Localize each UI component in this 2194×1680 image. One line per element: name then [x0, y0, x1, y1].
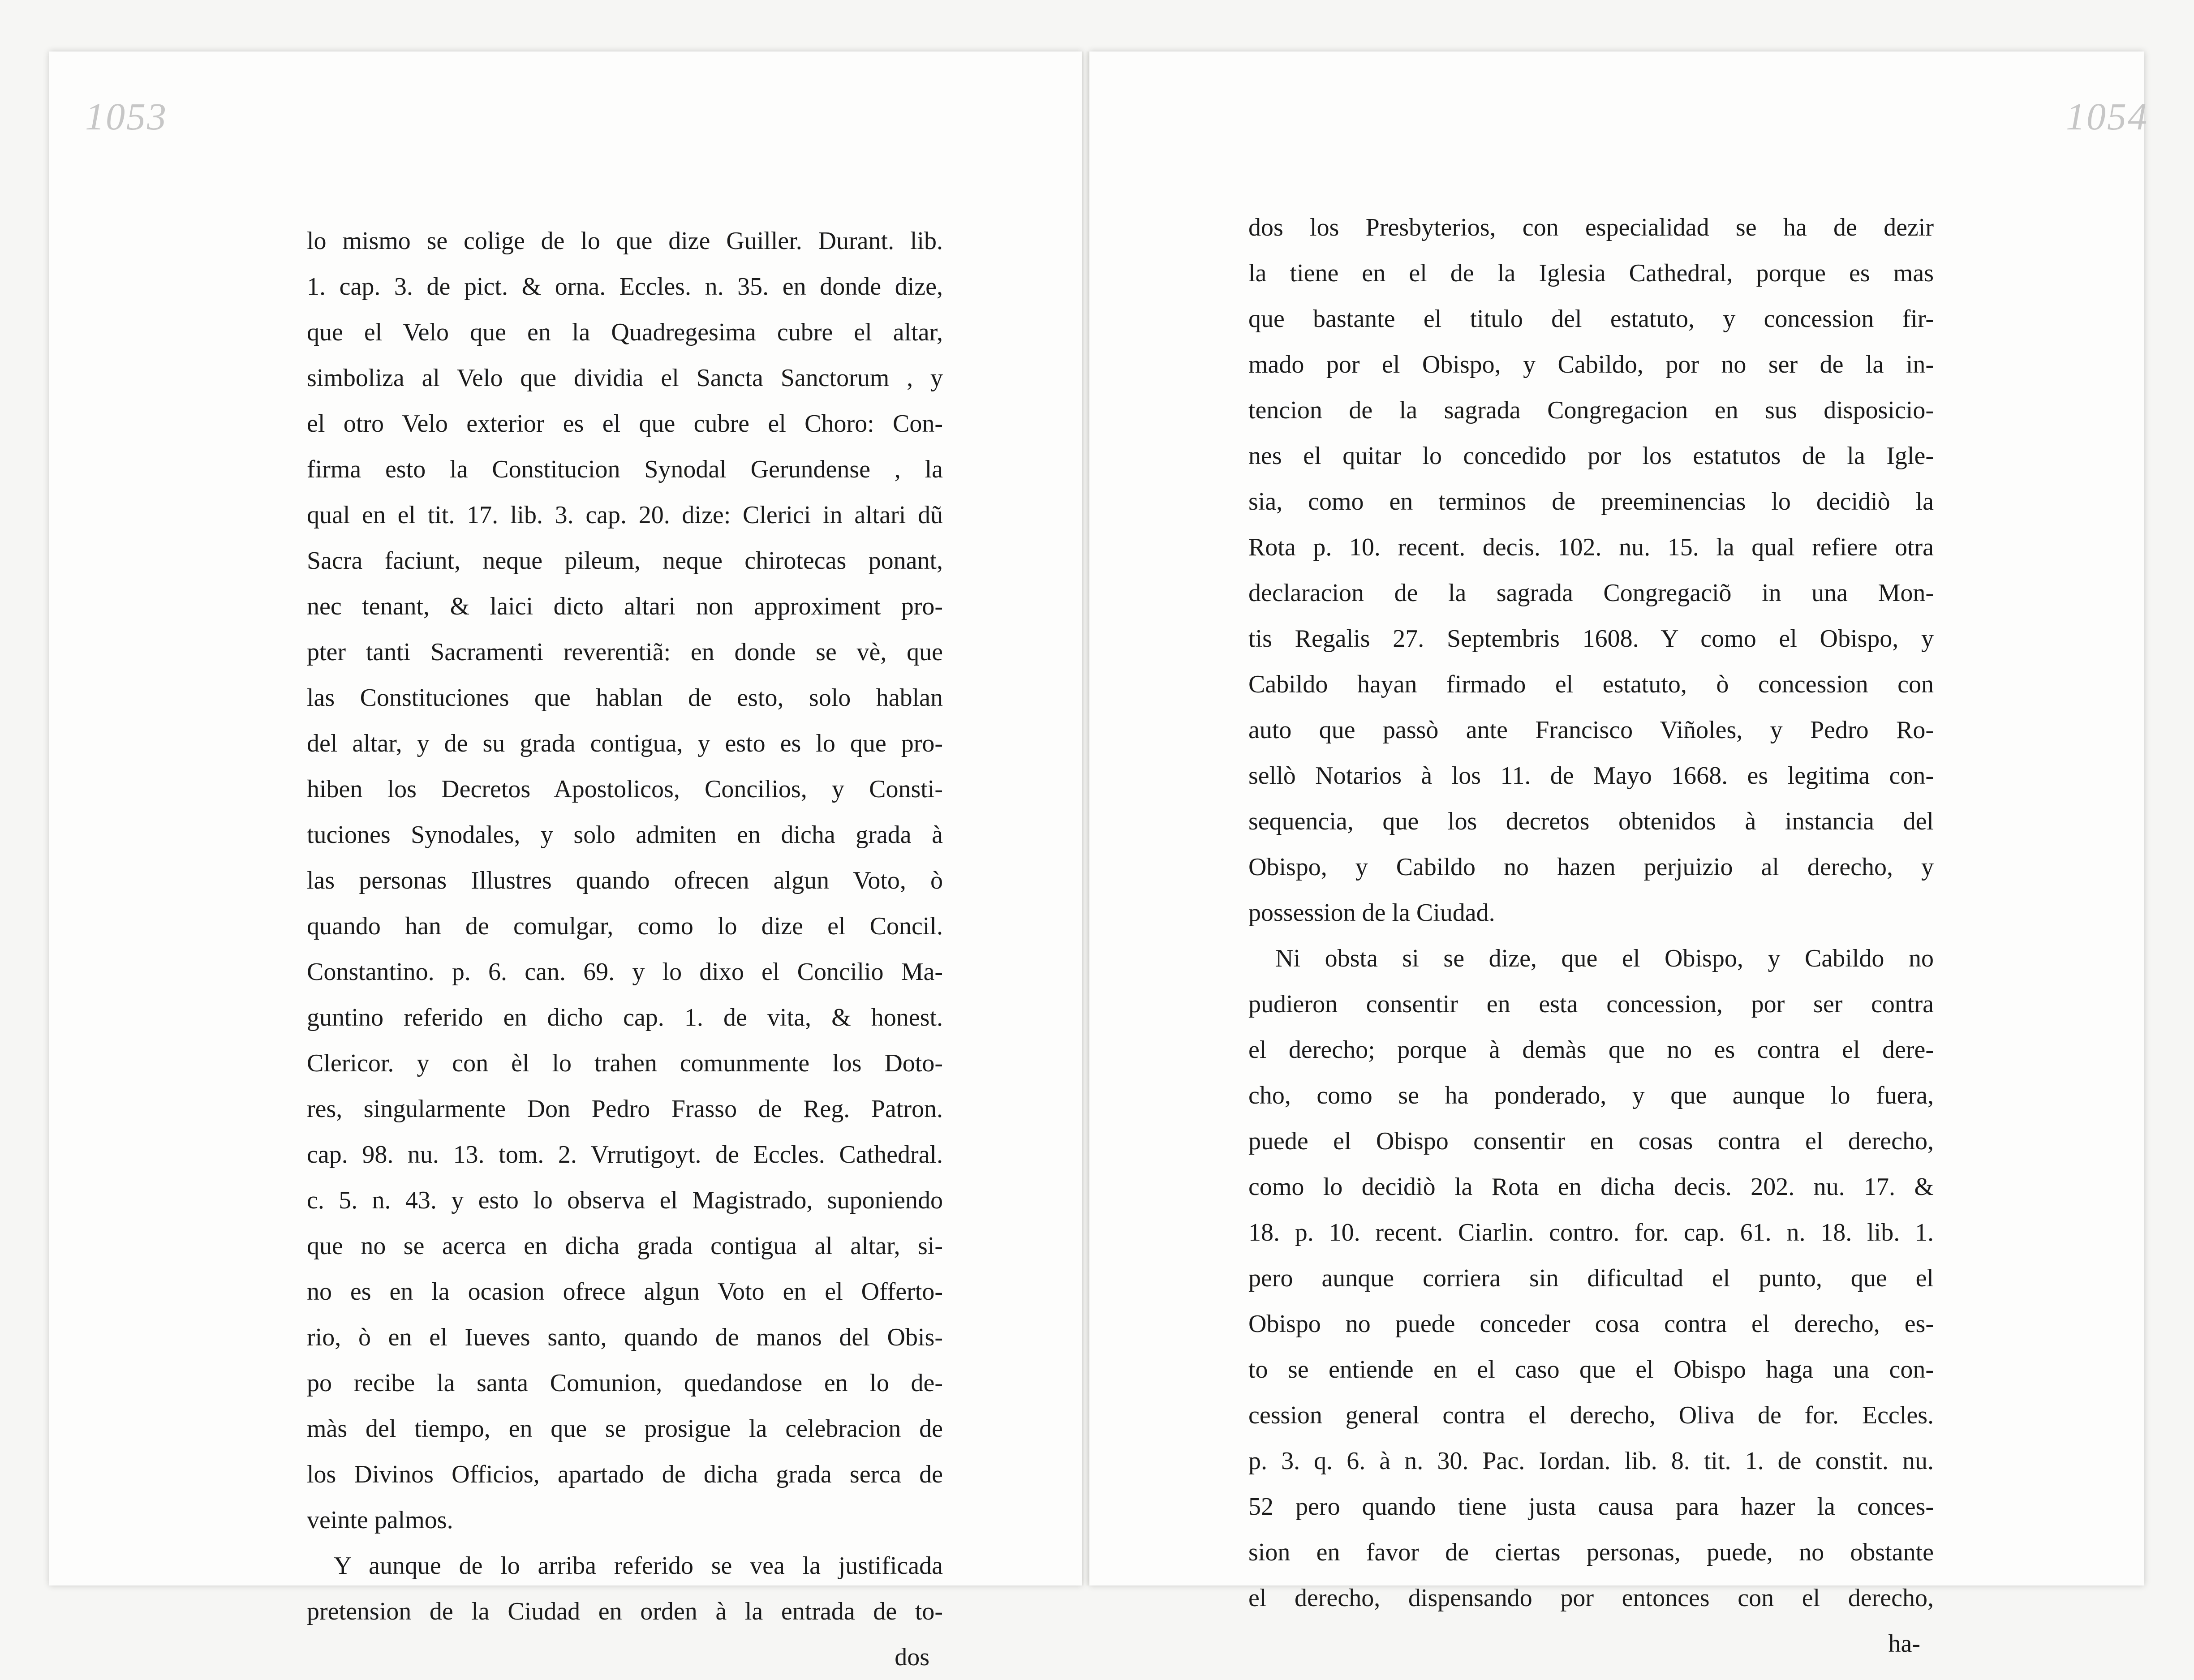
left-line: lo mismo se colige de lo que dize Guiller. Durant. lib.	[307, 227, 943, 255]
left-line: màs del tiempo, en que se prosigue la celebracion de	[307, 1415, 943, 1443]
left-line: no es en la ocasion ofrece algun Voto en el Offerto-	[307, 1278, 943, 1306]
left-line: cap. 98. nu. 13. tom. 2. Vrrutigoyt. de Eccles. Cathedral.	[307, 1141, 943, 1169]
right-line: que bastante el titulo del estatuto, y concession fir-	[1248, 305, 1934, 333]
right-line: 18. p. 10. recent. Ciarlin. contro. for. cap. 61. n. 18. lib. 1.	[1248, 1219, 1934, 1246]
right-line: dos los Presbyterios, con especialidad se ha de dezir	[1248, 214, 1934, 241]
right-line: pudieron consentir en esta concession, por ser contra	[1248, 990, 1934, 1018]
left-line: el otro Velo exterior es el que cubre el Choro: Con-	[307, 410, 943, 438]
right-line: declaracion de la sagrada Congregaciõ in una Mon-	[1248, 579, 1934, 607]
left-catchword: dos	[895, 1643, 929, 1671]
left-line: que no se acerca en dicha grada contigua al altar, si-	[307, 1232, 943, 1260]
left-line: del altar, y de su grada contigua, y esto es lo que pro-	[307, 730, 943, 757]
left-line: guntino referido en dicho cap. 1. de vita, & honest.	[307, 1004, 943, 1031]
right-line: nes el quitar lo concedido por los estatutos de la Igle-	[1248, 442, 1934, 470]
right-line: puede el Obispo consentir en cosas contra el derecho,	[1248, 1127, 1934, 1155]
right-line: cession general contra el derecho, Oliva de for. Eccles.	[1248, 1401, 1934, 1429]
left-line: pter tanti Sacramenti reverentiã: en donde se vè, que	[307, 638, 943, 666]
right-line: possession de la Ciudad.	[1248, 899, 1495, 927]
right-text-column	[1248, 205, 1934, 1667]
left-line: Clericor. y con èl lo trahen comunmente los Doto-	[307, 1049, 943, 1077]
left-line: c. 5. n. 43. y esto lo observa el Magistrado, suponiendo	[307, 1186, 943, 1214]
left-line: res, singularmente Don Pedro Frasso de Reg. Patron.	[307, 1095, 943, 1123]
right-line: Rota p. 10. recent. decis. 102. nu. 15. la qual refiere otra	[1248, 533, 1934, 561]
right-line: Ni obsta si se dize, que el Obispo, y Cabildo no	[1275, 945, 1934, 972]
right-line: Obispo no puede conceder cosa contra el derecho, es-	[1248, 1310, 1934, 1338]
right-line: Obispo, y Cabildo no hazen perjuizio al derecho, y	[1248, 853, 1934, 881]
right-line: como lo decidiò la Rota en dicha decis. 202. nu. 17. &	[1248, 1173, 1934, 1201]
left-line: po recibe la santa Comunion, quedandose en lo de-	[307, 1369, 943, 1397]
left-line: los Divinos Officios, apartado de dicha grada serca de	[307, 1461, 943, 1488]
left-line: qual en el tit. 17. lib. 3. cap. 20. dize: Clerici in altari dũ	[307, 501, 943, 529]
left-folio-number: 1053	[85, 95, 168, 138]
left-line: pretension de la Ciudad en orden à la entrada de to-	[307, 1598, 943, 1625]
left-line: quando han de comulgar, como lo dize el Concil.	[307, 912, 943, 940]
right-line: tencion de la sagrada Congregacion en sus disposicio-	[1248, 396, 1934, 424]
left-line: tuciones Synodales, y solo admiten en dicha grada à	[307, 821, 943, 849]
right-line: sellò Notarios à los 11. de Mayo 1668. es legitima con-	[1248, 762, 1934, 790]
right-line: pero aunque corriera sin dificultad el punto, que el	[1248, 1264, 1934, 1292]
left-line: Sacra faciunt, neque pileum, neque chirotecas ponant,	[307, 547, 943, 575]
left-line: veinte palmos.	[307, 1506, 453, 1534]
left-line: rio, ò en el Iueves santo, quando de manos del Obis-	[307, 1323, 943, 1351]
right-line: to se entiende en el caso que el Obispo haga una con-	[1248, 1356, 1934, 1384]
right-line: cho, como se ha ponderado, y que aunque lo fuera,	[1248, 1082, 1934, 1109]
left-line: que el Velo que en la Quadregesima cubre el altar,	[307, 318, 943, 346]
right-line: sequencia, que los decretos obtenidos à instancia del	[1248, 808, 1934, 835]
right-line: el derecho; porque à demàs que no es contra el dere-	[1248, 1036, 1934, 1064]
right-line: sia, como en terminos de preeminencias lo decidiò la	[1248, 488, 1934, 516]
left-line: simboliza al Velo que dividia el Sancta Sanctorum , y	[307, 364, 943, 392]
left-line: 1. cap. 3. de pict. & orna. Eccles. n. 35. en donde dize,	[307, 273, 943, 301]
left-line: firma esto la Constitucion Synodal Gerundense , la	[307, 455, 943, 483]
left-line: las personas Illustres quando ofrecen algun Voto, ò	[307, 867, 943, 894]
right-page	[1089, 52, 2148, 1658]
left-line: hiben los Decretos Apostolicos, Concilios, y Consti-	[307, 775, 943, 803]
right-line: p. 3. q. 6. à n. 30. Pac. Iordan. lib. 8. tit. 1. de constit. nu.	[1248, 1447, 1934, 1475]
right-catchword: ha-	[1888, 1630, 1920, 1658]
right-line: Cabildo hayan firmado el estatuto, ò concession con	[1248, 670, 1934, 698]
right-line: mado por el Obispo, y Cabildo, por no ser de la in-	[1248, 351, 1934, 378]
right-line: el derecho, dispensando por entonces con el derecho,	[1248, 1584, 1934, 1612]
left-line: Constantino. p. 6. can. 69. y lo dixo el Concilio Ma-	[307, 958, 943, 986]
right-line: la tiene en el de la Iglesia Cathedral, porque es mas	[1248, 259, 1934, 287]
left-line: nec tenant, & laici dicto altari non approximent pro-	[307, 593, 943, 620]
left-text-column	[307, 218, 943, 1680]
right-line: auto que passò ante Francisco Viñoles, y Pedro Ro-	[1248, 716, 1934, 744]
left-line: Y aunque de lo arriba referido se vea la justificada	[334, 1552, 943, 1580]
right-line: tis Regalis 27. Septembris 1608. Y como el Obispo, y	[1248, 625, 1934, 653]
right-folio-number: 1054	[2066, 95, 2148, 138]
left-page	[49, 52, 1082, 1671]
right-line: 52 pero quando tiene justa causa para hazer la conces-	[1248, 1493, 1934, 1521]
right-line: sion en favor de ciertas personas, puede, no obstante	[1248, 1538, 1934, 1566]
left-line: las Constituciones que hablan de esto, solo hablan	[307, 684, 943, 712]
